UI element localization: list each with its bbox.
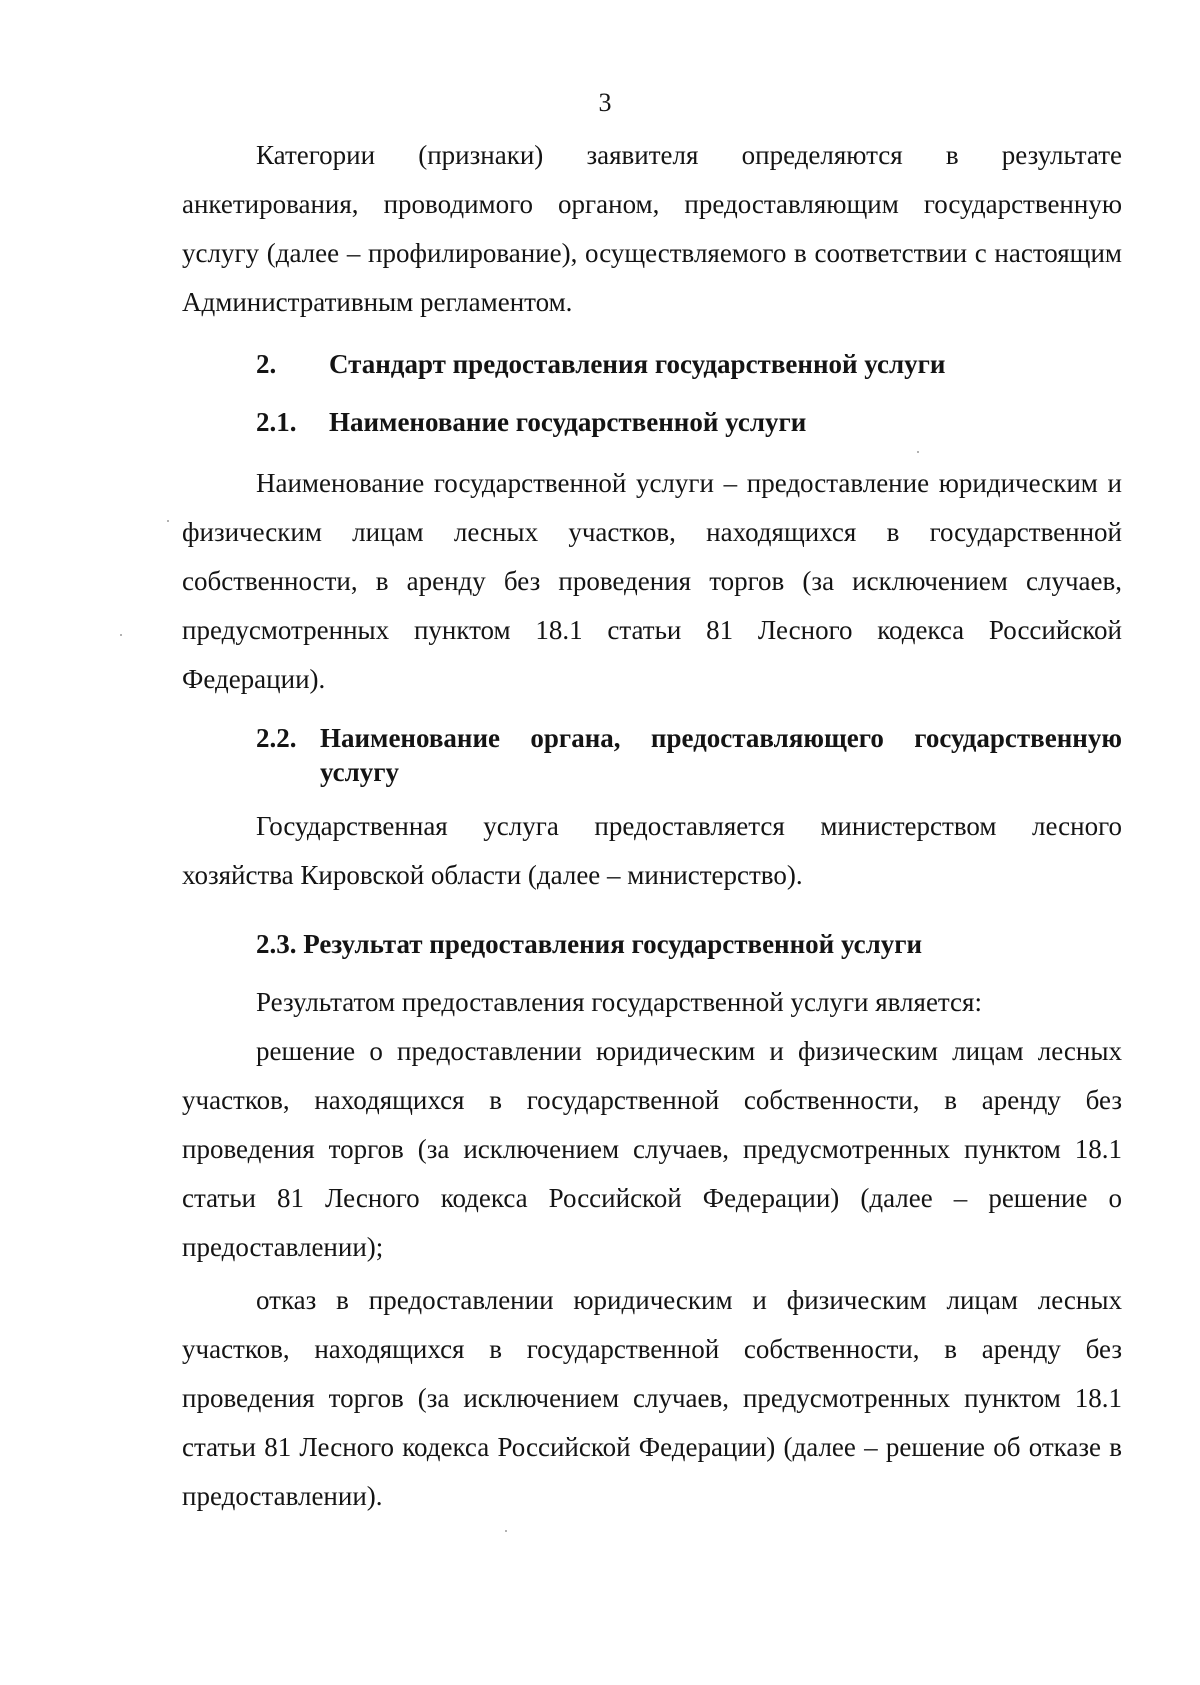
section-2-1-number: 2.1. xyxy=(256,407,297,437)
section-2-2-body xyxy=(182,802,1122,900)
section-2-heading xyxy=(256,347,945,381)
scan-speck xyxy=(917,451,919,453)
section-2-1-title: Наименование государственной услуги xyxy=(329,407,807,437)
scan-speck xyxy=(120,634,122,636)
intro-paragraph: Категории (признаки) заявителя определяются в результате анкетирования, проводимого органом, предоставляющим государственную услугу (далее – профилирование), осуществляемого в соответствии с настоящим Административным регламентом. xyxy=(182,140,1122,317)
section-2-1-heading xyxy=(256,405,806,439)
intro-section xyxy=(182,131,1122,327)
scan-speck xyxy=(167,520,169,522)
section-2-2-title: Наименование органа, предоставляющего государственную услугу xyxy=(320,723,1122,787)
section-2-title: Стандарт предоставления государственной услуги xyxy=(329,349,946,379)
section-2-1-paragraph: Наименование государственной услуги – предоставление юридическим и физическим лицам лесных участков, находящихся в государственной собственности, в аренду без проведения торгов (за исключением случаев, предусмотренных пунктом 18.1 статьи 81 Лесного кодекса Российской Федерации). xyxy=(182,468,1122,694)
section-2-3-heading: 2.3. Результат предоставления государственной услуги xyxy=(256,929,923,959)
scan-speck xyxy=(505,1530,507,1532)
section-2-2-heading xyxy=(256,721,1122,789)
section-2-3-lead: Результатом предоставления государственной услуги является: xyxy=(256,987,982,1017)
page-number: 3 xyxy=(598,88,612,117)
section-2-number: 2. xyxy=(256,349,277,379)
section-2-3-item-1: решение о предоставлении юридическим и физическим лицам лесных участков, находящихся в государственной собственности, в аренду без проведения торгов (за исключением случаев, предусмотренных пунктом 18.1 статьи 81 Лесного кодекса Российской Федерации) (далее – решение о предоставлении); xyxy=(182,1036,1122,1262)
section-2-3-item-2: отказ в предоставлении юридическим и физическим лицам лесных участков, находящихся в государственной собственности, в аренду без проведения торгов (за исключением случаев, предусмотренных пунктом 18.1 статьи 81 Лесного кодекса Российской Федерации) (далее – решение об отказе в предоставлении). xyxy=(182,1285,1122,1511)
section-2-3-body xyxy=(182,978,1122,1521)
section-2-1-body xyxy=(182,459,1122,704)
section-2-2-number: 2.2. xyxy=(256,723,297,753)
section-2-2-paragraph: Государственная услуга предоставляется министерством лесного хозяйства Кировской области (далее – министерство). xyxy=(182,811,1122,890)
